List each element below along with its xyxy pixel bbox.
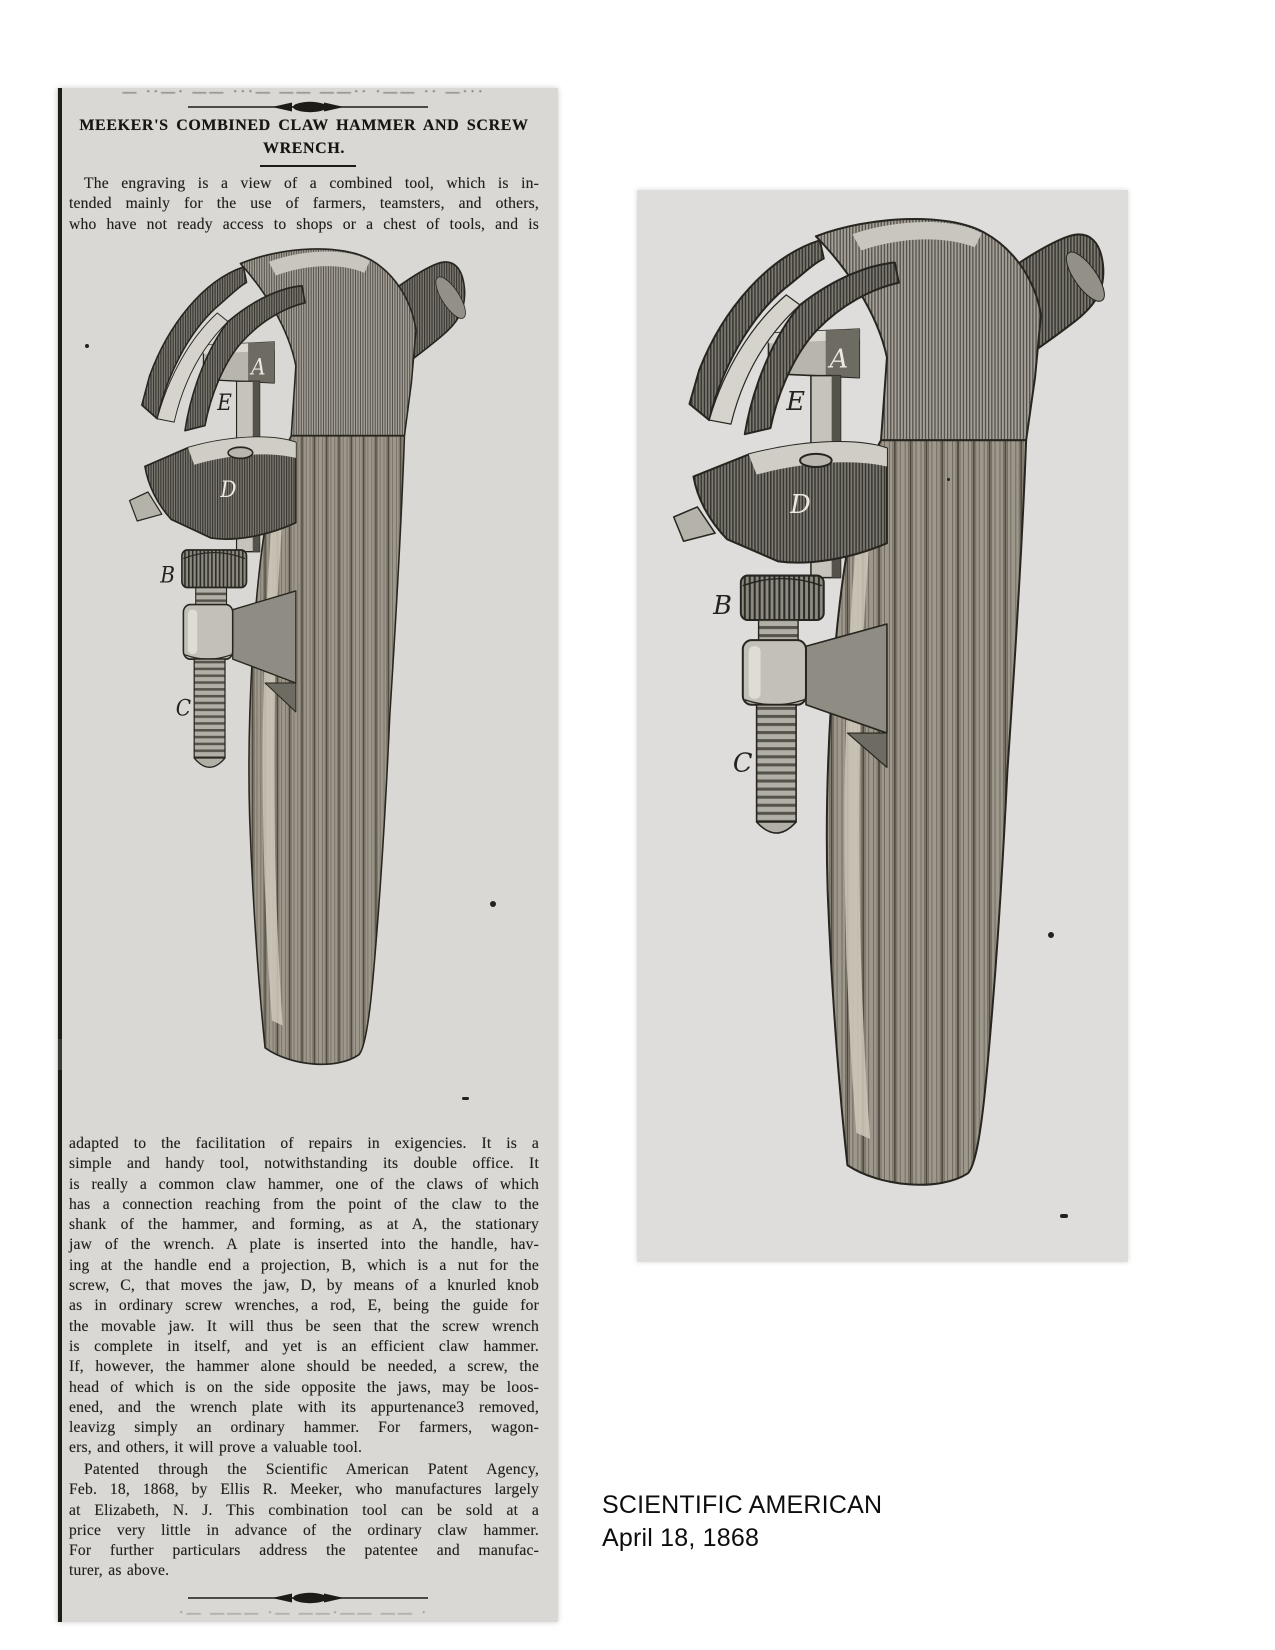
- ink-speck: [947, 478, 950, 481]
- divider-ornament-bottom-icon: [186, 1592, 430, 1604]
- cutoff-text-bottom: ·— ——— ·— ——·—— —— ·: [178, 1606, 430, 1619]
- text-line: is really a common claw hammer, one of the claws of which: [69, 1175, 539, 1193]
- patent-paragraph: [69, 1460, 539, 1582]
- text-line: head of which is on the side opposite the jaws, may be loos-: [69, 1378, 539, 1396]
- text-line: jaw of the wrench. A plate is inserted into the handle, hav-: [69, 1236, 539, 1254]
- text-line: turer, as above.: [69, 1562, 170, 1580]
- engraving-plate: [637, 190, 1128, 1262]
- ink-speck: [1060, 1214, 1068, 1218]
- text-line: ened, and the wrench plate with its appurtenance3 removed,: [69, 1398, 539, 1416]
- text-line: price very little in advance of the ordinary claw hammer.: [69, 1521, 539, 1539]
- text-line: as in ordinary screw wrenches, a rod, E, being the guide for: [69, 1297, 539, 1315]
- text-line: The engraving is a view of a combined tool, which is in-: [84, 175, 539, 192]
- headline-underline: [260, 165, 356, 167]
- caption: [602, 1489, 882, 1555]
- text-line: shank of the hammer, and forming, as at A, the stationary: [69, 1216, 539, 1234]
- text-line: Feb. 18, 1868, by Ellis R. Meeker, who manufactures largely: [69, 1481, 539, 1499]
- ink-speck: [85, 344, 89, 348]
- caption-date: April 18, 1868: [602, 1524, 760, 1552]
- text-line: the movable jaw. It will thus be seen that the screw wrench: [69, 1317, 539, 1335]
- text-line: leavizg simply an ordinary hammer. For farmers, wagon-: [69, 1419, 539, 1437]
- text-line: screw, C, that moves the jaw, D, by means of a knurled knob: [69, 1277, 539, 1295]
- headline-line2: WRENCH.: [263, 140, 345, 157]
- body-paragraph: [69, 1134, 539, 1459]
- ink-speck: [1048, 932, 1054, 938]
- text-line: at Elizabeth, N. J. This combination tool can be sold at a: [69, 1501, 539, 1519]
- divider-ornament-top-icon: [186, 101, 430, 113]
- text-line: If, however, the hammer alone should be needed, a screw, the: [69, 1358, 539, 1376]
- tool-engraving-small: [111, 238, 473, 1116]
- text-line: Patented through the Scientific American Patent Agency,: [84, 1461, 539, 1478]
- text-line: simple and handy tool, notwithstanding its double office. It: [69, 1155, 539, 1173]
- text-line: tended mainly for the use of farmers, teamsters, and others,: [69, 195, 539, 213]
- newspaper-clipping: [57, 85, 558, 1622]
- ink-speck: [490, 901, 496, 907]
- text-line: For further particulars address the patentee and manufac-: [69, 1542, 539, 1560]
- cutoff-text-top: — ··—· —— ···— —— ——·· ·—— ·· —···: [122, 85, 486, 96]
- headline-line1: MEEKER'S COMBINED CLAW HAMMER AND SCREW: [79, 117, 529, 134]
- column-rule: [58, 88, 62, 1622]
- text-line: ers, and others, it will prove a valuable tool.: [69, 1439, 363, 1457]
- text-line: has a connection reaching from the point of the claw to the: [69, 1195, 539, 1213]
- intro-paragraph: [69, 174, 539, 235]
- text-line: who have not ready access to shops or a chest of tools, and is: [69, 215, 539, 233]
- caption-title: SCIENTIFIC AMERICAN: [602, 1491, 883, 1519]
- text-line: ing at the handle end a projection, B, which is a nut for the: [69, 1256, 539, 1274]
- text-line: is complete in itself, and yet is an efficient claw hammer.: [69, 1337, 539, 1355]
- tool-engraving-large: [650, 206, 1114, 1246]
- ink-speck: [462, 1097, 469, 1100]
- text-line: adapted to the facilitation of repairs in exigencies. It is a: [69, 1135, 539, 1152]
